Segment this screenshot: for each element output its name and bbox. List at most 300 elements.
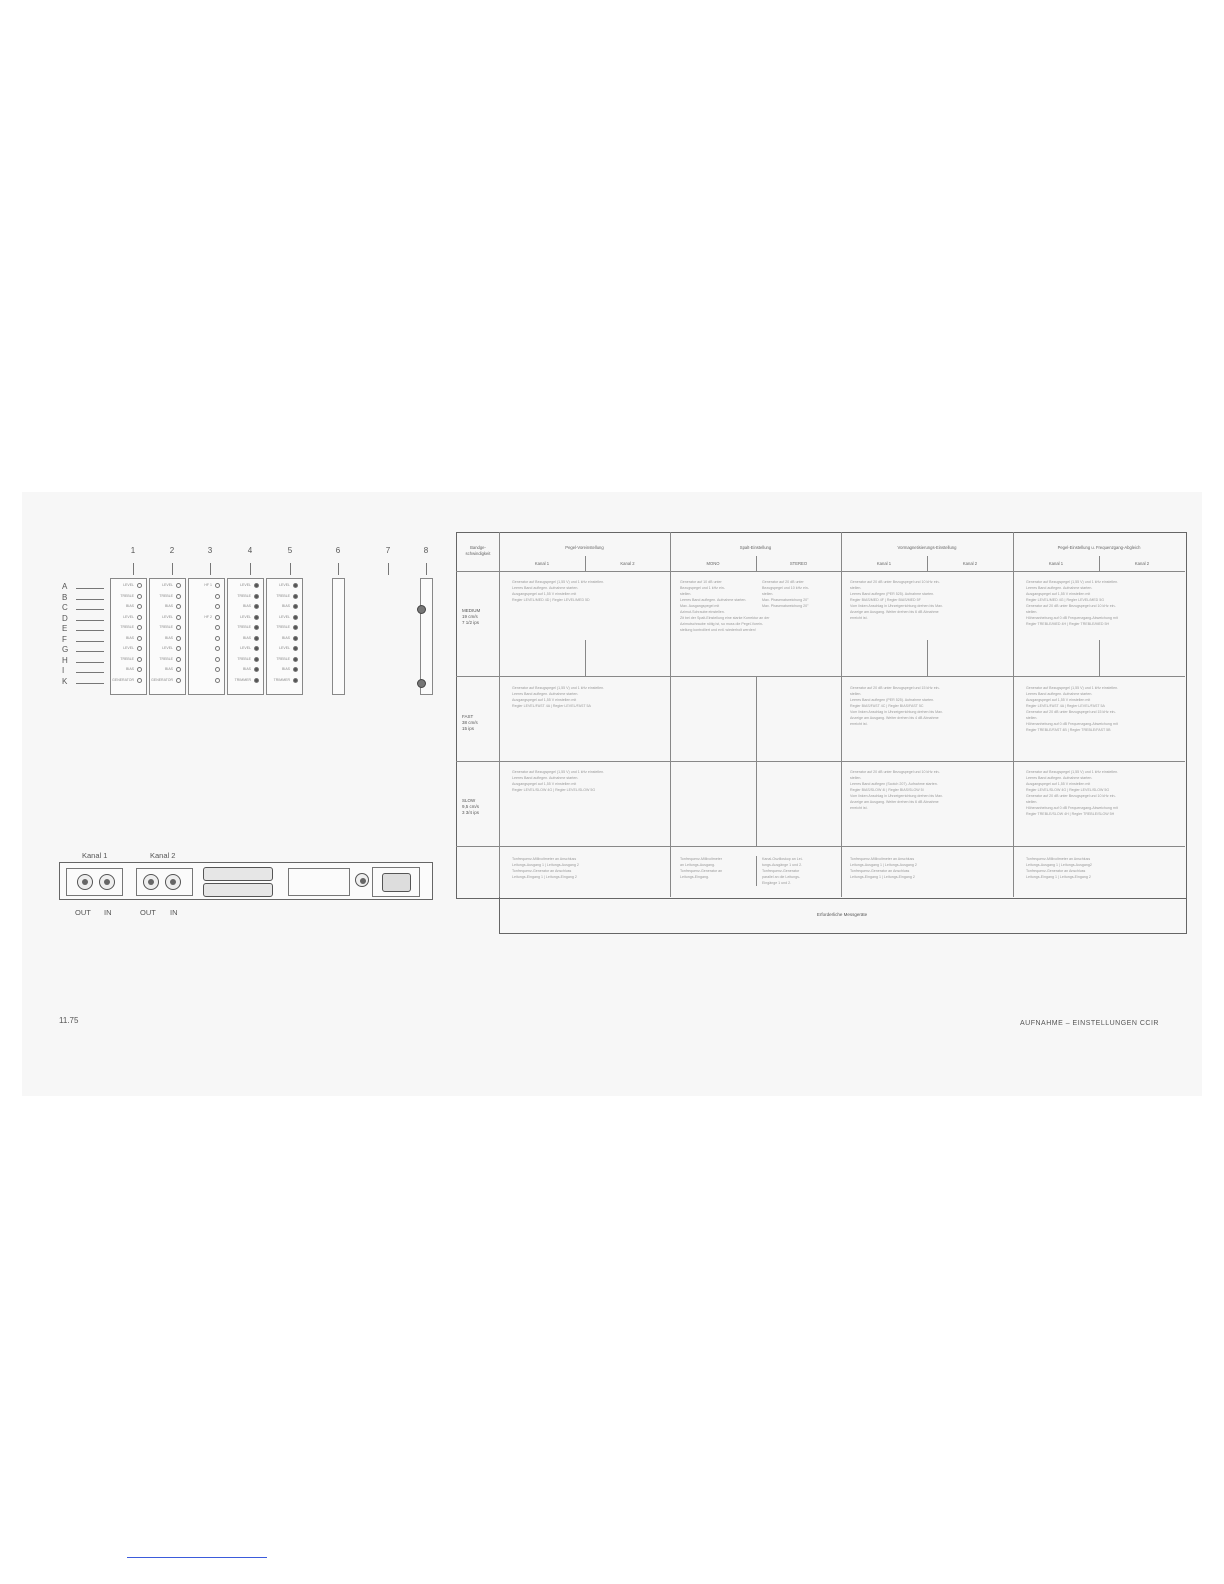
cell-line: Generator auf 20 dB unter Bezugspegel und 10 kHz ein-	[850, 580, 940, 584]
cell-line: Regler LEVEL/FAST 4A | Regler LEVEL/FAST 5A	[1026, 704, 1105, 708]
module-control-row	[191, 593, 222, 602]
cell-line: Leitungs-Eingang 1 | Leitungs-Eingang 2	[1026, 875, 1091, 879]
module-control-row	[113, 603, 144, 612]
trimmer-icon	[137, 678, 142, 683]
control-label: LEVEL	[279, 583, 290, 587]
module-control-row	[113, 624, 144, 633]
cell-line: Tonfrequenz-Generator	[762, 869, 800, 873]
control-label: TREBLE	[159, 625, 173, 629]
module-control-row	[113, 582, 144, 591]
control-label: BIAS	[126, 604, 134, 608]
module-control-row	[113, 677, 144, 686]
control-label: LEVEL	[279, 646, 290, 650]
cell-line: Azimut-Schraube einstellen.	[680, 610, 725, 614]
cell-line: Leeres Band auflegen (Scotch 207). Aufnahme starten.	[850, 782, 938, 786]
trimmer-icon	[215, 667, 220, 672]
module-control-row	[191, 656, 222, 665]
cell-line: an Leitungs-Ausgang.	[680, 863, 715, 867]
control-label: TREBLE	[276, 593, 290, 598]
trimmer-icon	[176, 646, 181, 651]
column-number: 6	[335, 546, 341, 555]
control-label: TREBLE	[276, 625, 290, 629]
row-leader-line	[76, 620, 104, 621]
trimmer-icon	[137, 667, 142, 672]
channel1-out-label: OUT	[75, 908, 91, 917]
trimmer-icon	[137, 657, 142, 662]
module-control-row	[230, 656, 261, 665]
row-leader-line	[76, 609, 104, 610]
trimmer-icon	[293, 678, 298, 683]
trimmer-icon	[293, 657, 298, 662]
module-control-row	[113, 635, 144, 644]
speed-name: FAST	[462, 714, 474, 719]
cell-line: Vom linken Anschlag in Uhrzeigerrichtung drehen bis Max.	[850, 710, 943, 714]
table-cell	[512, 856, 667, 880]
module-control-row	[230, 582, 261, 591]
cell-line: Regler TREBLE/FAST 4B | Regler TREBLE/FAST 5B	[1026, 728, 1111, 732]
trimmer-icon	[137, 583, 142, 588]
control-label: LEVEL	[240, 583, 251, 587]
module-control-row	[269, 666, 300, 675]
module-control-row	[152, 656, 183, 665]
cell-line: Regler TREBLE/SLOW 4H | Regler TREBLE/SLOW 5H	[1026, 812, 1115, 816]
control-label: BIAS	[165, 667, 173, 671]
module-control-row	[269, 614, 300, 623]
control-label: BIAS	[126, 635, 134, 640]
row-letter: I	[62, 666, 65, 675]
subheader-kanal2: Kanal 2	[620, 561, 635, 566]
cell-line: erreicht ist.	[850, 616, 868, 620]
module-control-row	[113, 614, 144, 623]
cell-line: Generator auf 20 dB unter Bezugspegel und 10 kHz ein-	[1026, 604, 1116, 608]
cell-line: Regler LEVEL/MED 4D | Regler LEVEL/MED 5D	[512, 598, 590, 602]
trimmer-icon	[176, 583, 181, 588]
speed-name: SLOW	[462, 798, 476, 803]
cell-line: Generator auf Bezugspegel (1,55 V) und 1 kHz einstellen.	[1026, 580, 1119, 584]
row-letter: E	[62, 624, 68, 633]
trimmer-icon	[215, 583, 220, 588]
cell-line: Leeres Band auflegen (PER 525). Aufnahme starten.	[850, 592, 935, 596]
control-label: BIAS	[282, 667, 290, 671]
module-control-row	[191, 582, 222, 591]
header-speed: Bandge- schwindigkeit	[465, 545, 491, 556]
module-control-row	[230, 645, 261, 654]
control-label: LEVEL	[279, 614, 290, 619]
cell-line: Regler BIAS/SLOW 4I | Regler BIAS/SLOW 5I	[850, 788, 924, 792]
cell-line: Generator auf 20 dB unter	[762, 580, 804, 584]
trimmer-icon	[176, 678, 181, 683]
cell-line: Ausgangspegel auf 1,55 V einstellen mit	[1026, 782, 1091, 786]
cell-line: Tonfrequenz-Millivoltmeter an Anschluss	[512, 857, 577, 861]
module-control-row	[152, 635, 183, 644]
cell-line: Leitungs-Ausgang 1 | Leitungs-Ausgang 2	[850, 863, 917, 867]
cell-line: Regler LEVEL/FAST 4A | Regler LEVEL/FAST 5A	[512, 704, 591, 708]
control-label: LEVEL	[240, 614, 251, 619]
module-2	[149, 578, 186, 695]
module-control-row	[191, 635, 222, 644]
row-leader-line	[76, 672, 104, 673]
cell-line: Leitungs-Ausgang 1 | Leitungs-Ausgang 2	[512, 863, 579, 867]
cell-line: Regler BIAS/FAST 4C | Regler BIAS/FAST 5C	[850, 704, 924, 708]
cell-line: Anzeige am Ausgang. Weiter drehen bis 6 dB Abnahme	[850, 800, 939, 804]
speed-row-header	[462, 608, 480, 626]
row-letter: C	[62, 603, 68, 612]
table-cell	[1026, 856, 1182, 880]
cell-line: Tonfrequenz-Millivoltmeter	[680, 857, 722, 861]
trimmer-icon	[215, 646, 220, 651]
trimmer-icon	[176, 604, 181, 609]
trimmer-icon	[254, 646, 259, 651]
cell-line: Leeres Band auflegen. Aufnahme starten.	[512, 692, 579, 696]
control-label: TREBLE	[237, 656, 251, 661]
cell-line: Regler LEVEL/SLOW 4G | Regler LEVEL/SLOW 5G	[512, 788, 596, 792]
trimmer-icon	[254, 594, 259, 599]
table-cell	[1026, 685, 1182, 733]
subheader-kanal1: Kanal 1	[1048, 561, 1064, 566]
control-label: BIAS	[282, 604, 290, 608]
control-label: TRIMMER	[234, 677, 251, 682]
module-control-row	[191, 614, 222, 623]
column-number: 3	[207, 546, 213, 555]
module-control-row	[269, 603, 300, 612]
cell-line: Regler LEVEL/MED 4G | Regler LEVEL/MED 5G	[1026, 598, 1105, 602]
speed-ips: 15 ips	[462, 726, 475, 731]
cell-line: Leitungs-Eingang.	[680, 875, 709, 879]
control-label: LEVEL	[123, 614, 134, 619]
speed-name: MEDIUM	[462, 608, 481, 613]
cell-line: stellung kontrolliert und evtl. wiederholt werden!	[680, 628, 756, 632]
module-control-row	[152, 593, 183, 602]
table-cell	[512, 769, 667, 793]
footer-date: 11.75	[59, 1016, 79, 1025]
control-label: BIAS	[126, 667, 134, 671]
speed-ips: 7 1/2 ips	[462, 620, 480, 625]
control-label: LEVEL	[162, 614, 173, 619]
control-label: TREBLE	[120, 656, 134, 661]
module-4	[227, 578, 264, 695]
cell-line: Vom linken Anschlag in Uhrzeigerrichtung drehen bis Max.	[850, 794, 943, 798]
row-letter: G	[62, 645, 69, 654]
screw-icon	[417, 605, 426, 614]
control-label: TREBLE	[276, 656, 290, 661]
footer-title: AUFNAHME – EINSTELLUNGEN CCIR	[1020, 1020, 1159, 1027]
trimmer-icon	[254, 678, 259, 683]
row-letter: H	[62, 655, 68, 665]
module-control-row	[269, 582, 300, 591]
trimmer-icon	[293, 615, 298, 620]
control-label: TRIMMER	[273, 677, 290, 682]
cell-line: Leeres Band auflegen. Aufnahme starten.	[680, 598, 747, 602]
module-control-row	[191, 645, 222, 654]
cell-line: Tonfrequenz-Generator an Anschluss	[850, 869, 910, 873]
module-3	[188, 578, 225, 695]
trimmer-icon	[254, 667, 259, 672]
cell-line: stellen.	[850, 586, 862, 590]
cell-line: Höhenanhebung auf 0 dB Frequenzgang-Abweichung mit	[1026, 616, 1118, 620]
trimmer-icon	[293, 636, 298, 641]
speed-row-header	[462, 714, 478, 732]
control-label: LEVEL	[123, 583, 134, 587]
row-leader-line	[76, 588, 104, 589]
trimmer-icon	[293, 625, 298, 630]
cell-line: stellen.	[850, 692, 862, 696]
cell-line: stellen.	[680, 592, 692, 596]
control-label: HF 2	[204, 614, 212, 619]
trimmer-icon	[293, 667, 298, 672]
module-control-row	[152, 614, 183, 623]
trimmer-icon	[137, 604, 142, 609]
link-underline	[127, 1557, 267, 1558]
row-letter: K	[62, 676, 68, 686]
control-label: TREBLE	[237, 625, 251, 629]
channel2-in-label: IN	[170, 908, 178, 917]
cell-line: Tonfrequenz-Generator an Anschluss	[512, 869, 572, 873]
module-control-row	[191, 624, 222, 633]
speed-row-header	[462, 798, 479, 816]
cell-line: Leeres Band auflegen (PER 525). Aufnahme starten.	[850, 698, 935, 702]
table-cell	[680, 856, 754, 880]
cell-line: stellen.	[1026, 800, 1038, 804]
cell-line: Generator auf 10 dB unter	[680, 580, 722, 584]
module-control-row	[113, 645, 144, 654]
power-inlet	[372, 867, 420, 897]
trimmer-icon	[254, 625, 259, 630]
control-label: TREBLE	[120, 593, 134, 598]
control-label: TREBLE	[120, 625, 134, 629]
speed-speed: 38 cm/s	[462, 720, 478, 725]
trimmer-icon	[215, 604, 220, 609]
row-leader-line	[76, 630, 104, 631]
module-control-row	[113, 593, 144, 602]
row-leader-line	[76, 662, 104, 663]
cell-line: Vom linken Anschlag in Uhrzeigerrichtung drehen bis Max.	[850, 604, 943, 608]
column-tick	[133, 563, 134, 575]
control-label: TREBLE	[237, 593, 251, 598]
trimmer-icon	[137, 646, 142, 651]
module-control-row	[269, 656, 300, 665]
module-control-row	[230, 635, 261, 644]
module-control-row	[269, 624, 300, 633]
cell-line: parallel an die Leitungs-	[762, 875, 801, 879]
column-number: 1	[130, 546, 136, 555]
channel2-in-jack	[165, 874, 181, 890]
channel1-out-jack	[77, 874, 93, 890]
cell-line: Generator auf Bezugspegel (1,55 V) und 1 kHz einstellen.	[512, 686, 605, 690]
trimmer-icon	[293, 594, 298, 599]
header-pegel-voreinstellung: Pegel-Voreinstellung	[565, 545, 604, 550]
accessory-connector	[203, 883, 273, 897]
row-leader-line	[76, 641, 104, 642]
module-8-cover	[420, 578, 433, 695]
control-label: GENERATOR	[112, 677, 134, 682]
trimmer-icon	[254, 657, 259, 662]
cell-line: Ausgangspegel auf 1,55 V einstellen mit	[1026, 592, 1091, 596]
control-label: TREBLE	[159, 593, 173, 598]
cell-line: Max. Phasenabweichung 20°	[762, 604, 809, 608]
cell-line: Leeres Band auflegen. Aufnahme starten.	[1026, 586, 1093, 590]
column-tick	[172, 563, 173, 575]
module-control-row	[230, 593, 261, 602]
subheader-kanal2: Kanal 2	[962, 561, 978, 566]
cell-line: Tonfrequenz-Millivoltmeter an Anschluss	[850, 857, 915, 861]
control-label: GENERATOR	[151, 677, 173, 682]
row-letter: A	[62, 582, 68, 591]
cell-line: Eingänge 1 und 2.	[762, 881, 792, 885]
cell-line: Leeres Band auflegen. Aufnahme starten.	[1026, 692, 1093, 696]
cell-line: Azimutschraube nötig ist, so muss die Pegel-Vorein-	[680, 622, 764, 626]
control-label: LEVEL	[240, 646, 251, 650]
control-label: BIAS	[243, 667, 251, 671]
table-cell	[512, 579, 667, 603]
cell-line: Bezugspegel und 1 kHz ein-	[680, 586, 725, 590]
trimmer-icon	[137, 594, 142, 599]
module-control-row	[269, 645, 300, 654]
control-label: BIAS	[165, 635, 173, 640]
cell-line: Höhenanhebung auf 0 dB Frequenzgang-Abweichung mit	[1026, 806, 1118, 810]
channel1-label: Kanal 1	[82, 851, 108, 860]
column-number: 2	[169, 546, 175, 555]
cell-line: Max. Phasenabweichung 20°	[762, 598, 809, 602]
table-cell	[850, 769, 1010, 811]
row-letter: B	[62, 592, 68, 602]
module-control-row	[230, 666, 261, 675]
cell-line: Generator auf 20 dB unter Bezugspegel und 15 kHz ein-	[850, 686, 940, 690]
table-cell	[850, 856, 1010, 880]
channel2-out-label: OUT	[140, 908, 156, 917]
row-leader-line	[76, 599, 104, 600]
table-cell	[762, 579, 838, 609]
table-cell	[850, 579, 1010, 621]
column-tick	[290, 563, 291, 575]
subheader-kanal2: Kanal 2	[1134, 561, 1150, 566]
cell-line: Regler BIAS/MED 4F | Regler BIAS/MED 5F	[850, 598, 921, 602]
cell-line: Max. Ausgangspegel mit	[680, 604, 720, 608]
cell-line: Ausgangspegel auf 1,55 V einstellen mit	[512, 592, 577, 596]
cell-line: Generator auf Bezugspegel (1,55 V) und 1 kHz einstellen.	[1026, 770, 1119, 774]
remote-connector	[203, 867, 273, 881]
control-label: TREBLE	[159, 656, 173, 661]
trimmer-icon	[293, 646, 298, 651]
module-control-row	[269, 635, 300, 644]
table-cell	[1026, 769, 1182, 817]
module-control-row	[191, 603, 222, 612]
cell-line: Regler TREBLE/MED 4H | Regler TREBLE/MED 5H	[1026, 622, 1110, 626]
module-6-blank	[332, 578, 345, 695]
cell-line: Leeres Band auflegen. Aufnahme starten.	[512, 586, 579, 590]
row-leader-line	[76, 651, 104, 652]
control-label: BIAS	[165, 604, 173, 608]
trimmer-icon	[137, 625, 142, 630]
module-control-row	[230, 677, 261, 686]
module-control-row	[152, 624, 183, 633]
cell-line: Generator auf Bezugspegel (1,55 V) und 1 kHz einstellen.	[512, 580, 605, 584]
channel2-jacks	[136, 868, 193, 896]
cell-line: Ausgangspegel auf 1,55 V einstellen mit	[512, 698, 577, 702]
column-number: 7	[385, 546, 391, 555]
cell-line: Anzeige am Ausgang. Weiter drehen bis 6 dB Abnahme	[850, 610, 939, 614]
trimmer-icon	[176, 667, 181, 672]
module-1	[110, 578, 147, 695]
table-cell	[850, 685, 1010, 727]
cell-line: Generator auf 20 dB unter Bezugspegel und 15 kHz ein-	[1026, 710, 1116, 714]
module-control-row	[230, 624, 261, 633]
cell-line: stellen.	[1026, 610, 1038, 614]
speed-ips: 3 3/4 ips	[462, 810, 480, 815]
column-tick	[210, 563, 211, 575]
subheader-kanal1: Kanal 1	[876, 561, 892, 566]
column-tick	[250, 563, 251, 575]
trimmer-icon	[176, 594, 181, 599]
table-cell	[762, 856, 838, 886]
module-control-row	[269, 677, 300, 686]
module-control-row	[152, 677, 183, 686]
module-control-row	[113, 666, 144, 675]
trimmer-icon	[254, 583, 259, 588]
channel2-label: Kanal 2	[150, 851, 176, 860]
cell-line: Tonfrequenz-Generator an Anschluss	[1026, 869, 1086, 873]
trimmer-icon	[215, 625, 220, 630]
cell-line: Generator auf Bezugspegel (1,55 V) und 1 kHz einstellen.	[1026, 686, 1119, 690]
cell-line: Höhenanhebung auf 0 dB Frequenzgang-Abweichung mit	[1026, 722, 1118, 726]
subheader-kanal1: Kanal 1	[534, 561, 550, 566]
control-label: BIAS	[282, 635, 290, 640]
module-control-row	[269, 593, 300, 602]
module-5	[266, 578, 303, 695]
speed-speed: 19 cm/s	[462, 614, 478, 619]
module-control-row	[191, 677, 222, 686]
column-tick	[388, 563, 389, 575]
column-tick	[338, 563, 339, 575]
channel1-jacks	[66, 868, 123, 896]
trimmer-icon	[176, 636, 181, 641]
subheader-mono: MONO	[706, 561, 720, 566]
column-number: 5	[287, 546, 293, 555]
cell-line: Tonfrequenz-Millivoltmeter an Anschluss	[1026, 857, 1091, 861]
cell-line: Generator auf Bezugspegel (1,55 V) und 1 kHz einstellen.	[512, 770, 605, 774]
table-cell	[512, 685, 667, 709]
trimmer-icon	[176, 615, 181, 620]
channel1-in-jack	[99, 874, 115, 890]
column-number: 4	[247, 546, 253, 555]
trimmer-icon	[293, 583, 298, 588]
cell-line: Bezugspegel und 10 kHz ein-	[762, 586, 809, 590]
control-label: BIAS	[243, 635, 251, 640]
cell-line: tungs-Ausgänge 1 und 2.	[762, 863, 803, 867]
cell-line: Tonfrequenz-Generator an	[680, 869, 723, 873]
module-control-row	[191, 666, 222, 675]
module-control-row	[152, 582, 183, 591]
module-control-row	[113, 656, 144, 665]
blank-plate	[288, 868, 350, 896]
cell-line: stellen.	[850, 776, 862, 780]
cell-line: Generator auf 20 dB unter Bezugspegel und 10 kHz ein-	[1026, 794, 1116, 798]
instruments-caption: Erforderliche Messgeräte	[816, 912, 868, 917]
module-control-row	[152, 645, 183, 654]
table-cell	[1026, 579, 1182, 627]
ground-terminal	[355, 873, 369, 887]
cell-line: Ausgangspegel auf 1,55 V einstellen mit	[512, 782, 577, 786]
row-leader-line	[76, 683, 104, 684]
cell-line: Anzeige am Ausgang. Weiter drehen bis 4 dB Abnahme	[850, 716, 939, 720]
cell-line: stellen.	[762, 592, 774, 596]
trimmer-icon	[254, 636, 259, 641]
trimmer-icon	[137, 636, 142, 641]
cell-line: Ausgangspegel auf 1,55 V einstellen mit	[1026, 698, 1091, 702]
cell-line: Leeres Band auflegen. Aufnahme starten.	[512, 776, 579, 780]
cell-line: Kanal-Oszilloskop an Lei-	[762, 857, 803, 861]
control-label: LEVEL	[123, 646, 134, 650]
cell-line: Generator auf 20 dB unter Bezugspegel und 10 kHz ein-	[850, 770, 940, 774]
